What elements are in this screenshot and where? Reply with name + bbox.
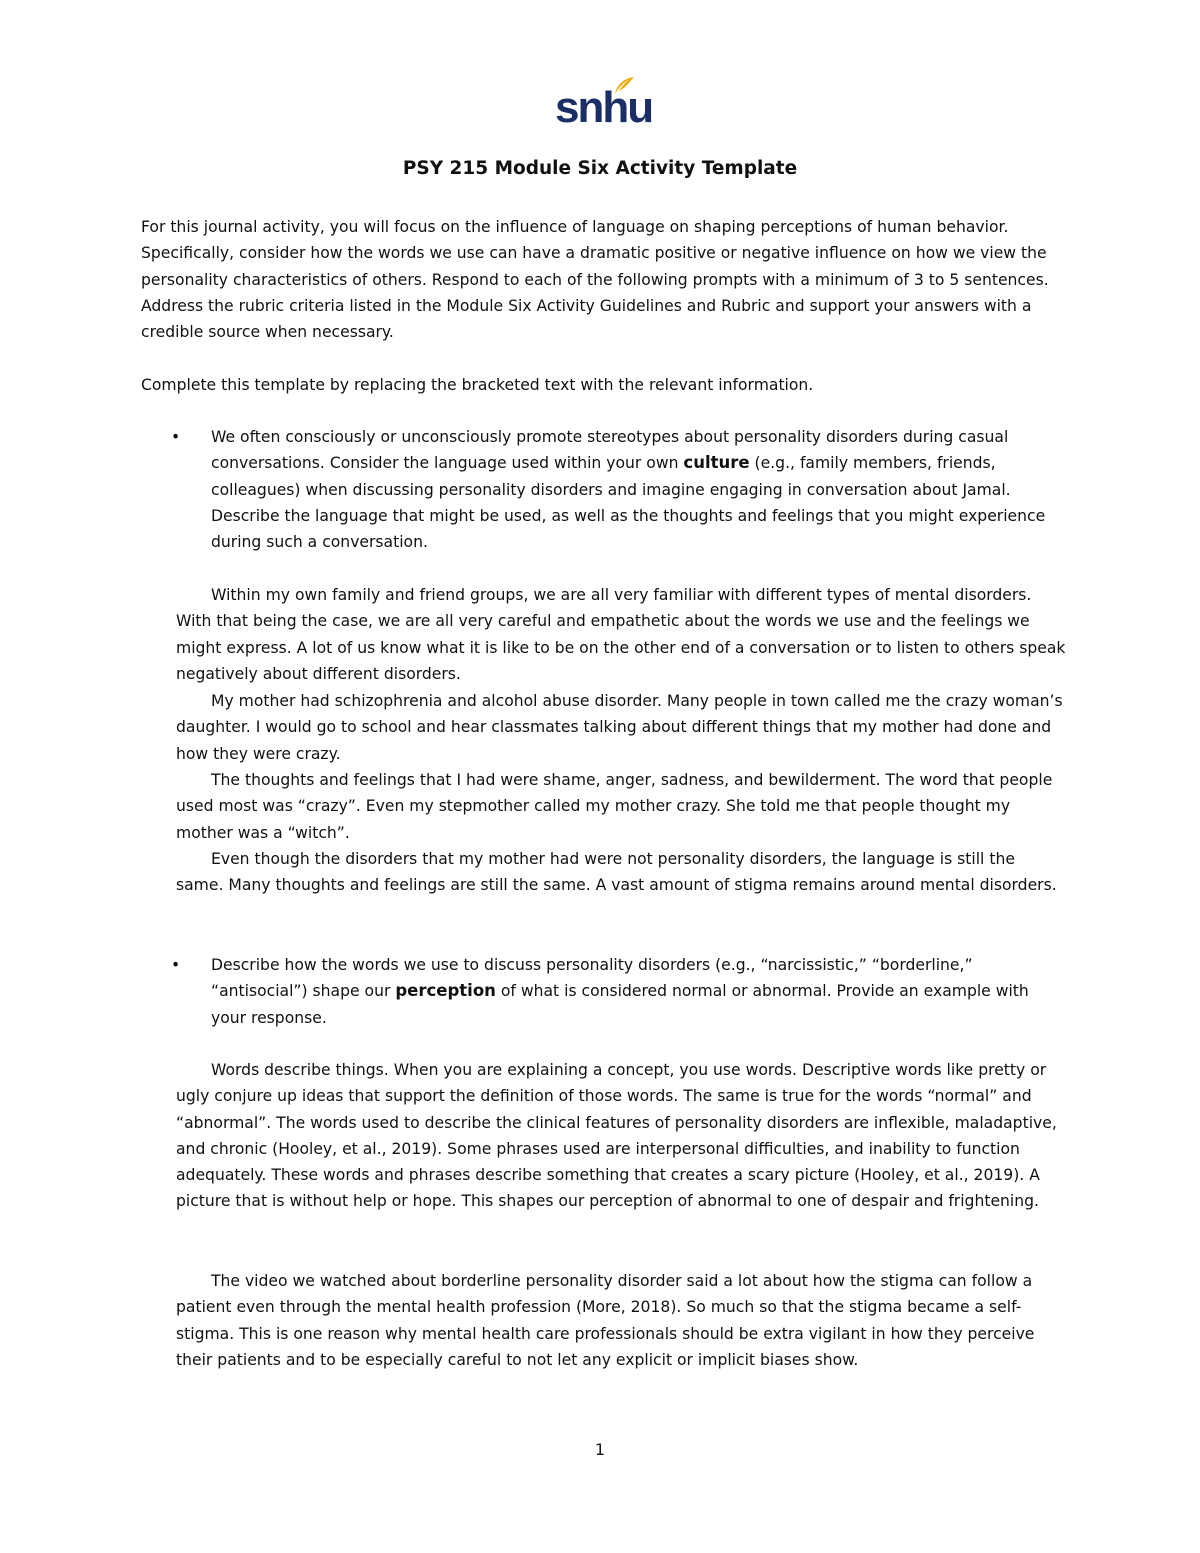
flame-leaf-icon [613, 76, 635, 96]
logo-wordmark: snhu [555, 83, 653, 132]
answer-1-paragraph-3: The thoughts and feelings that I had were shame, anger, sadness, and bewilderment. The word that people used most was “crazy”. Even my stepmother called my mother crazy. She told me that people thought my mother was a “witch”. [176, 771, 1053, 842]
intro-paragraph: For this journal activity, you will focus on the influence of language on shaping perceptions of human behavior. Specifically, consider how the words we use can have a dramatic positive or negative influence on how we view the personality characteristics of others. Respond to each of the following prompts with a minimum of 3 to 5 sentences. Address the rubric criteria listed in the Module Six Activity Guidelines and Rubric and support your answers with a credible source when necessary. [141, 218, 1049, 342]
keyword-perception: perception [395, 981, 496, 1001]
prompt-2-text: Describe how the words we use to discuss personality disorders (e.g., “narcissistic,” “borderline,” “antisocial”) shape our perception of what is considered normal or abnormal. Provide an example with your response. [211, 956, 1029, 1027]
instructions-paragraph: Complete this template by replacing the bracketed text with the relevant information. [141, 376, 814, 394]
answer-2-paragraph-1: Words describe things. When you are explaining a concept, you use words. Descriptive words like pretty or ugly conjure up ideas that support the definition of those words. The same is true for the words “normal” and “abnormal”. The words used to describe the clinical features of personality disorders are inflexible, maladaptive, and chronic (Hooley, et al., 2019). Some phrases used are interpersonal difficulties, and inability to function adequately. These words and phrases describe something that creates a scary picture (Hooley, et al., 2019). A picture that is without help or hope. This shapes our perception of abnormal to one of despair and frightening. [176, 1061, 1057, 1211]
bullet-icon: • [171, 956, 181, 974]
keyword-culture: culture [683, 453, 750, 473]
page-number: 1 [595, 1441, 605, 1459]
prompt-1 [141, 424, 1066, 555]
answer-2-paragraph-2: The video we watched about borderline personality disorder said a lot about how the stigma can follow a patient even through the mental health profession (More, 2018). So much so that the stigma became a self-stigma. This is one reason why mental health care professionals should be extra vigilant in how they perceive their patients and to be especially careful to not let any explicit or implicit biases show. [176, 1272, 1035, 1369]
bullet-icon: • [171, 428, 181, 446]
answer-1-paragraph-1: Within my own family and friend groups, we are all very familiar with different types of mental disorders. With that being the case, we are all very careful and empathetic about the words we use and the feelings we might express. A lot of us know what it is like to be on the other end of a conversation or to listen to others speak negatively about different disorders. [176, 586, 1066, 683]
answer-1-paragraph-2: My mother had schizophrenia and alcohol abuse disorder. Many people in town called me the crazy woman’s daughter. I would go to school and hear classmates talking about different things that my mother had done and how they were crazy. [176, 692, 1063, 763]
snhu-logo [555, 76, 653, 132]
answer-1-paragraph-4: Even though the disorders that my mother had were not personality disorders, the language is still the same. Many thoughts and feelings are still the same. A vast amount of stigma remains around mental disorders. [176, 850, 1057, 895]
prompt-1-text: We often consciously or unconsciously promote stereotypes about personality disorders during casual conversations. Consider the language used within your own culture (e.g., family members, friends, colleagues) when discussing personality disorders and imagine engaging in conversation about Jamal. Describe the language that might be used, as well as the thoughts and feelings that you might experience during such a conversation. [211, 428, 1046, 552]
prompt-2 [141, 952, 1066, 1031]
page-title: PSY 215 Module Six Activity Template [402, 158, 798, 179]
